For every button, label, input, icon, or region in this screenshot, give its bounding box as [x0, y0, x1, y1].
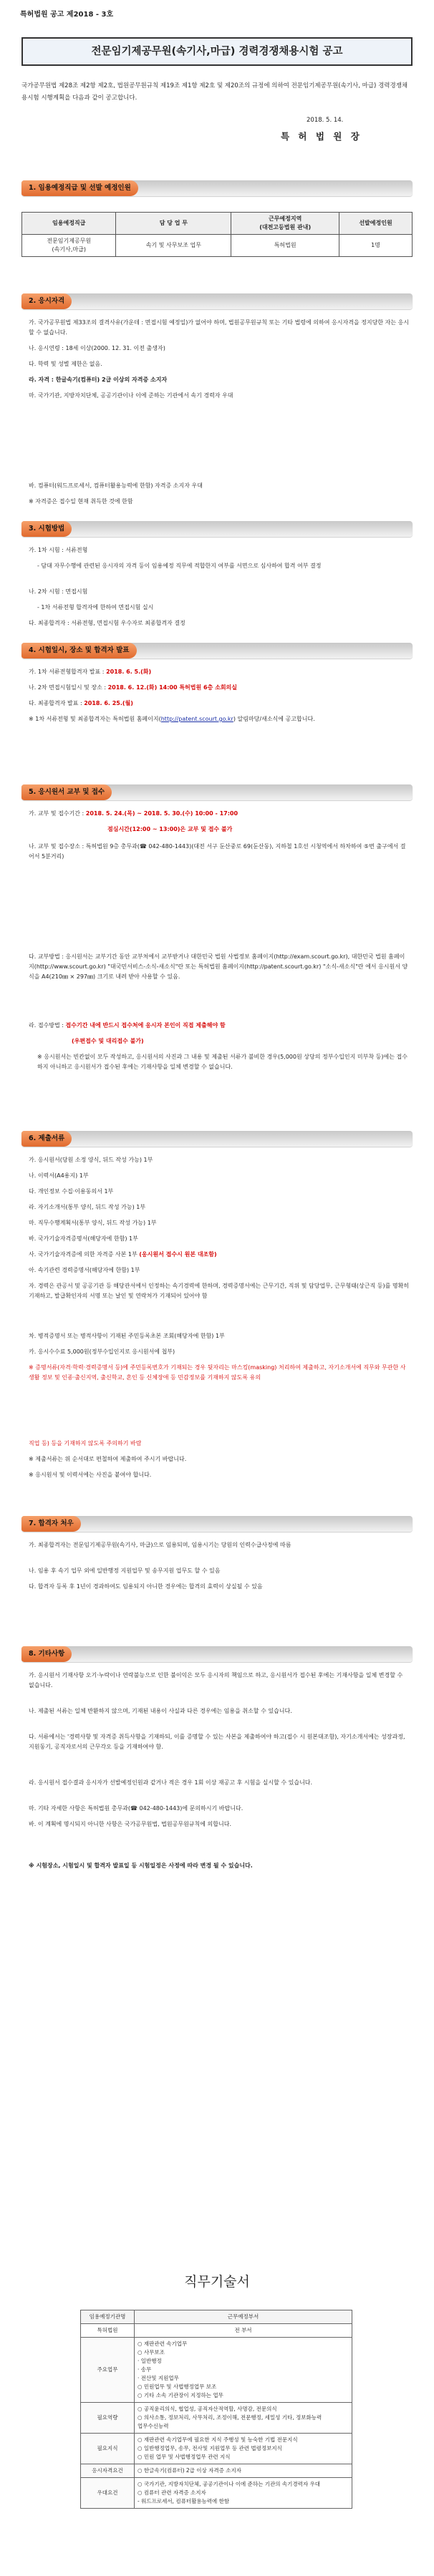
table-header-row — [22, 213, 413, 235]
s6-item-5: 마. 직무수행계획서(통부 양식, 뒤드 작성 가능) 1부 — [29, 1220, 157, 1226]
s6-note-5: ※ 제출서류는 위 순서대로 편철하여 제출하여 주시기 바랍니다. — [29, 1456, 187, 1462]
section-3-header — [21, 521, 413, 537]
s5-item-da: 다. 교부방법 : 응시원서는 교부기간 동안 교부처에서 교부받거나 대한민국 법원 사법정보 홈페이지(http://exam.scourt.go.kr), 대한민국 법원 홈페이지(http://www.scourt.go.kr) "대국민서비스-소식-새소식"란 또는 특허법원 홈페이지(http://patent.scourt.go.kr) "소식-새소식"란 에서 응시원서 양식을 A4(210㎜ × 297㎜) 크기로 내려 받아 사용할 수 있음. — [29, 953, 408, 980]
s4-item-na — [29, 683, 410, 693]
s6-item-a: 아. 속기관련 경력증명서(해당자에 한함) 1부 — [29, 1267, 140, 1273]
list-item: ○ 의사소통, 정보처리, 사무처리, 조정이해, 전문행정, 세밀성 기타, 정보화능력 — [138, 2414, 322, 2421]
section-2-title: 2. 응시자격 — [21, 293, 72, 309]
s5-ga-label: 가. 교부 및 접수기간 : — [29, 810, 86, 817]
form-competency-cell — [135, 2403, 352, 2434]
section-8-header — [21, 1646, 413, 1662]
list-item: ○ 컴퓨터 관련 자격증 소지자 — [138, 2489, 206, 2496]
s3-item-ga: 가. 1차 시험 : 서류전형 — [29, 547, 88, 553]
s7-item-ga: 가. 최종합격자는 전문임기제공무원(속기사, 마급)으로 임용되며, 임용시기는 당원의 인력수급사정에 따름 — [29, 1542, 291, 1548]
s8-item-ma: 마. 기타 자세한 사항은 특허법원 총무과(☎ 042-480-1443)에 문의하시기 바랍니다. — [29, 1805, 243, 1812]
s2-item-ma: 마. 국가기관, 지방자치단체, 공공기관이나 이에 준하는 기관에서 속기 경력자 우대 — [29, 392, 233, 399]
s2-item-na: 나. 응시연령 : 18세 이상(2000. 12. 31. 이전 출생자) — [29, 345, 165, 351]
list-item: ○ 민원 업무 및 사법행정업무 관련 지식 — [138, 2454, 231, 2460]
notice-date: 2018. 5. 14. — [307, 117, 344, 124]
cell-location: 특허법원 — [231, 235, 339, 257]
s6-item-sa — [29, 1250, 410, 1260]
s2-item-ba: 바. 컴퓨터(워드프로세서, 컴퓨터활용능력에 한함) 자격증 소지자 우대 — [29, 482, 203, 489]
s3-item-na-sub: - 1차 서류전형 합격자에 한하여 면접시험 실시 — [37, 604, 154, 611]
section-7-title: 7. 합격자 처우 — [21, 1516, 81, 1532]
form-header-agency: 임용예정기관명 — [81, 2310, 135, 2324]
header-count: 선발예정인원 — [339, 213, 413, 235]
job-description-table — [80, 2310, 352, 2509]
s6-note-4: 직업 등) 등을 기재하지 않도록 주의하기 바람 — [29, 1440, 142, 1447]
s4-ga-value: 2018. 6. 5.(화) — [106, 669, 152, 675]
section-1-title: 1. 임용예정직급 및 선발 예정인원 — [21, 180, 138, 196]
s5-ga-value2: 점심시간(12:00 ~ 13:00)은 교부 및 접수 불가 — [107, 826, 233, 832]
s7-item-na: 나. 임용 후 속기 업무 외에 일반행정 지원업무 및 송무지원 업무도 할 수 있음 — [29, 1568, 221, 1574]
form-row-duties — [81, 2338, 352, 2403]
s6-note: ※ 증명서류(자격·학력·경력증명서 등)에 주민등록번호가 기재되는 경우 뒷자리는 마스킹(masking) 처리하여 제출하고, 자기소개서에 직무와 무관한 사생활 정보 및 인종·출신지역, 출신학교, 혼인 등 신체장애 등 민감정보를 기재하지 않도록 유의 — [29, 1364, 406, 1381]
s8-item-da: 다. 서류에서는 '경력사항 및 자격증 취득사항을 기재하되, 이를 증명할 수 있는 사본을 제출하여야 하고(접수 시 원본대조함), 자기소개서에는 성장과정, 지원동기, 공직자로서의 근무각오 등을 기재하여야 함. — [29, 1734, 405, 1750]
list-item: ○ 한글속기(컴퓨터) 2급 이상 자격증 소지자 — [138, 2467, 242, 2474]
form-label-duties: 주요업무 — [81, 2338, 135, 2403]
s8-item-ga: 가. 응시원서 기재사항 오기·누락이나 연락불능으로 인한 불이익은 모두 응시자의 책임으로 하고, 응시원서가 접수된 후에는 기재사항을 일체 변경할 수 없습니다. — [29, 1672, 403, 1688]
s4-ga-label: 가. 1차 서류전형합격자 발표 : — [29, 669, 107, 675]
s2-item-ga: 가. 국가공무원법 제33조의 결격사유(가운데 : 면접시험 예정일)가 없어야 하며, 법원공무원규칙 또는 기타 법령에 의하여 응시자격을 정지당한 자는 응시할 수 없습니다. — [29, 319, 410, 336]
s6-item-cha: 차. 병적증명서 또는 병적사항이 기재된 주민등록초본 조회(해당자에 한함) 1부 — [29, 1333, 225, 1339]
list-item: · 전산및 지원업무 — [138, 2375, 179, 2381]
form-header-row — [81, 2310, 352, 2324]
s6-item-1: 가. 응시원서(당원 소정 양식, 뒤드 작성 가능) 1부 — [29, 1157, 153, 1163]
s2-item-da: 다. 학력 및 성별 제한은 없음. — [29, 361, 102, 367]
notice-title: 전문임기제공무원(속기사,마급) 경력경쟁채용시험 공고 — [21, 37, 413, 66]
form-row-competency — [81, 2403, 352, 2434]
section-4-title: 4. 시험일시, 장소 및 합격자 발표 — [21, 643, 137, 658]
section-7-header — [21, 1516, 413, 1532]
s5-ra-label: 라. 접수방법 : — [29, 1022, 66, 1029]
s4-na-label: 나. 2차 면접시험일시 및 장소 : — [29, 684, 108, 691]
s6-item-2: 나. 이력서(A4용지) 1부 — [29, 1172, 89, 1179]
issuing-organization: 특 허 법 원 장 — [281, 131, 362, 142]
form-label-competency: 필요역량 — [81, 2403, 135, 2434]
s6-sa-value: (응시원서 접수시 원본 대조함) — [139, 1251, 217, 1258]
list-item: ○ 민원업무 및 사법행정업무 보조 — [138, 2383, 217, 2390]
list-item: ○ 기타 소속 기관장이 지정하는 업무 — [138, 2392, 223, 2398]
s6-note-6: ※ 응시원서 및 이력서에는 사진을 붙여야 합니다. — [29, 1472, 152, 1478]
section-6-header — [21, 1131, 413, 1147]
section-3-title: 3. 시험방법 — [21, 521, 72, 537]
form-requirements-cell — [135, 2464, 352, 2478]
s2-note: ※ 자격증은 접수일 현재 취득한 것에 한함 — [29, 498, 133, 505]
s4-da-label: 다. 최종합격자 발표 : — [29, 700, 85, 706]
s5-item-na: 나. 교부 및 접수장소 : 특허법원 9층 총무과(☎ 042-480-1443)(대전 서구 둔산중로 69(둔산동), 지하철 1호선 시청역에서 하차하여 ⑤번 출구에서 걸어서 5분거리) — [29, 843, 406, 860]
s4-note-text: ※ 1차 서류전형 및 최종합격자는 특허법원 홈페이지( — [29, 716, 161, 722]
section-4-header — [21, 643, 413, 658]
form-value-row — [81, 2324, 352, 2338]
form-row-requirements — [81, 2464, 352, 2478]
form-row-knowledge — [81, 2434, 352, 2464]
section-5-title: 5. 응시원서 교부 및 접수 — [21, 784, 112, 800]
s4-item-ga — [29, 667, 410, 677]
s2-item-ra: 라. 자격 : 한글속기(컴퓨터) 2급 이상의 자격증 소지자 — [29, 376, 168, 383]
list-item: ○ 사무보조 — [138, 2349, 165, 2356]
list-item: ○ 재판관련 속기업무 — [138, 2341, 188, 2347]
cell-grade: 전문임기제공무원 (속기사,마급) — [22, 235, 116, 257]
intro-paragraph: 국가공무원법 제28조 제2항 제2호, 법원공무원규칙 제19조 제1항 제2호 및 제20조의 규정에 의하여 전문임기제공무원(속기사, 마급) 경력경쟁채용시험 시행계획을 다음과 같이 공고합니다. — [21, 82, 408, 102]
cell-count: 1명 — [339, 235, 413, 257]
s4-na-value: 2018. 6. 12.(화) 14:00 특허법원 6층 소회의실 — [107, 684, 238, 691]
list-item: ○ 공직윤리의식, 협업성, 공직자산적역할, 사명감, 전문의식 — [138, 2406, 277, 2412]
s6-item-ja: 자. 경력은 관공서 및 공공기관 등 해당관서에서 인정하는 속기경력에 한하며, 경력증명서에는 근무기간, 직위 및 담당업무, 근무형태(상근직 등)를 명확히 기재하고, 발급확인자의 서명 또는 날인 및 연락처가 기재되어 있어야 함 — [29, 1283, 410, 1299]
form-knowledge-cell — [135, 2434, 352, 2464]
list-item: ○ 일반행정업무, 송무, 전사및 지원업무 등 관련 법령정보지식 — [138, 2445, 282, 2451]
form-dept-value: 전 부서 — [135, 2324, 352, 2338]
list-item: · 일반행정 — [138, 2358, 162, 2364]
form-preference-cell — [135, 2478, 352, 2509]
form-label-knowledge: 필요지식 — [81, 2434, 135, 2464]
form-agency-value: 특허법원 — [81, 2324, 135, 2338]
list-item: 업무수신능력 — [138, 2423, 169, 2429]
s5-ra-note: ※ 응시원서는 빈칸없이 모두 작성하고, 응시원서의 사진과 그 내용 및 제출된 서류가 불비한 경우(5,000원 상당의 정부수입인지 미부착 등)에는 접수하지 아니하고 응시원서가 접수된 후에는 기재사항을 일체 변경할 수 없습니다. — [37, 1054, 408, 1070]
s7-item-da: 다. 합격자 등록 후 1년이 경과하여도 임용되지 아니한 경우에는 합격의 효력이 상실될 수 있음 — [29, 1583, 263, 1590]
s5-ga-value: 2018. 5. 24.(목) ~ 2018. 5. 30.(수) 10:00 - 17:00 — [85, 810, 238, 817]
s6-item-3: 다. 개인정보 수집·이용동의서 1부 — [29, 1188, 114, 1195]
s8-final-note: ※ 시험장소, 시험일시 및 합격자 발표일 등 시험일정은 사정에 따라 변경 될 수 있습니다. — [29, 1862, 253, 1869]
notice-number: 특허법원 공고 제2018 - 3호 — [20, 11, 114, 19]
list-item: - 워드프로세서, 컴퓨터활용능력에 한함 — [138, 2498, 230, 2504]
table-row — [22, 235, 413, 257]
s3-item-na: 나. 2차 시험 : 면접시험 — [29, 588, 88, 595]
cell-duty: 속기 및 사무보조 업무 — [116, 235, 231, 257]
s4-item-da — [29, 699, 410, 709]
s8-item-ba: 바. 이 계획에 명시되지 아니한 사항은 국가공무원법, 법원공무원규칙에 의합니다. — [29, 1821, 231, 1827]
s6-item-6: 바. 국가기술자격증명서(해당자에 한함) 1부 — [29, 1235, 138, 1242]
s5-ra-value: 접수기간 내에 반드시 접수처에 응시자 본인이 직접 제출해야 함 — [65, 1022, 226, 1029]
list-item: ○ 재판관련 속기업무에 필요한 지식 주행성 및 능숙한 기법 전문지식 — [138, 2436, 298, 2443]
s3-item-ga-sub: - 담대 자무수행에 관련된 응시자의 자격 등이 임용예정 직무에 적합한지 여부를 서면으로 심사하여 합격 여부 결정 — [37, 563, 322, 569]
s5-item-ga — [29, 809, 410, 819]
section-1-header — [21, 180, 413, 196]
header-location: 근무예정지역 (대전고등법원 관내) — [231, 213, 339, 235]
s6-sa-label: 사. 국가기술자격증에 의한 자격증 사본 1부 — [29, 1251, 140, 1258]
s6-item-4: 라. 자기소개서(통부 양식, 뒤드 작성 가능) 1부 — [29, 1204, 146, 1210]
list-item: ○ 국가기관, 지방자치단체, 공공기관이나 이에 준하는 기관의 속기경력자 우대 — [138, 2481, 320, 2487]
list-item: · 송무 — [138, 2366, 152, 2373]
s5-ra-value2: (우편접수 및 대리접수 불가) — [72, 1038, 144, 1044]
form-label-preference: 우대요건 — [81, 2478, 135, 2509]
form-label-requirements: 응시자격요건 — [81, 2464, 135, 2478]
form-row-preference — [81, 2478, 352, 2509]
form-header-dept: 근무예정부서 — [135, 2310, 352, 2324]
section-6-title: 6. 제출서류 — [21, 1131, 72, 1147]
s8-item-na: 나. 제출된 서류는 일체 반환하지 않으며, 기재된 내용이 사실과 다른 경우에는 임용을 취소할 수 있습니다. — [29, 1708, 292, 1714]
job-description-title: 직무기술서 — [184, 2274, 250, 2290]
s4-note-tail: ) 알림마당/새소식에 공고합니다. — [233, 716, 315, 722]
header-duty: 담 당 업 무 — [116, 213, 231, 235]
s4-da-value: 2018. 6. 25.(월) — [84, 700, 133, 706]
s4-note — [29, 714, 410, 724]
section-5-header — [21, 784, 413, 800]
s8-item-ra: 라. 응시원서 접수결과 응시자가 선발예정인원과 같거나 적은 경우 1회 이상 재공고 후 시험을 실시할 수 있습니다. — [29, 1779, 313, 1786]
section-8-title: 8. 기타사항 — [21, 1646, 72, 1662]
s4-note-link[interactable]: http://patent.scourt.go.kr — [160, 716, 233, 722]
s5-item-ra — [29, 1021, 410, 1031]
s3-item-da: 다. 최종합격자 : 서류전형, 면접시험 우수자로 최종합격자 결정 — [29, 620, 185, 626]
header-grade: 임용예정직급 — [22, 213, 116, 235]
section-2-header — [21, 293, 413, 309]
position-table — [21, 212, 413, 257]
form-duties-cell — [135, 2338, 352, 2403]
s6-item-ka: 카. 응시수수료 5,000원(정부수입인지로 응시원서에 첩부) — [29, 1348, 175, 1355]
